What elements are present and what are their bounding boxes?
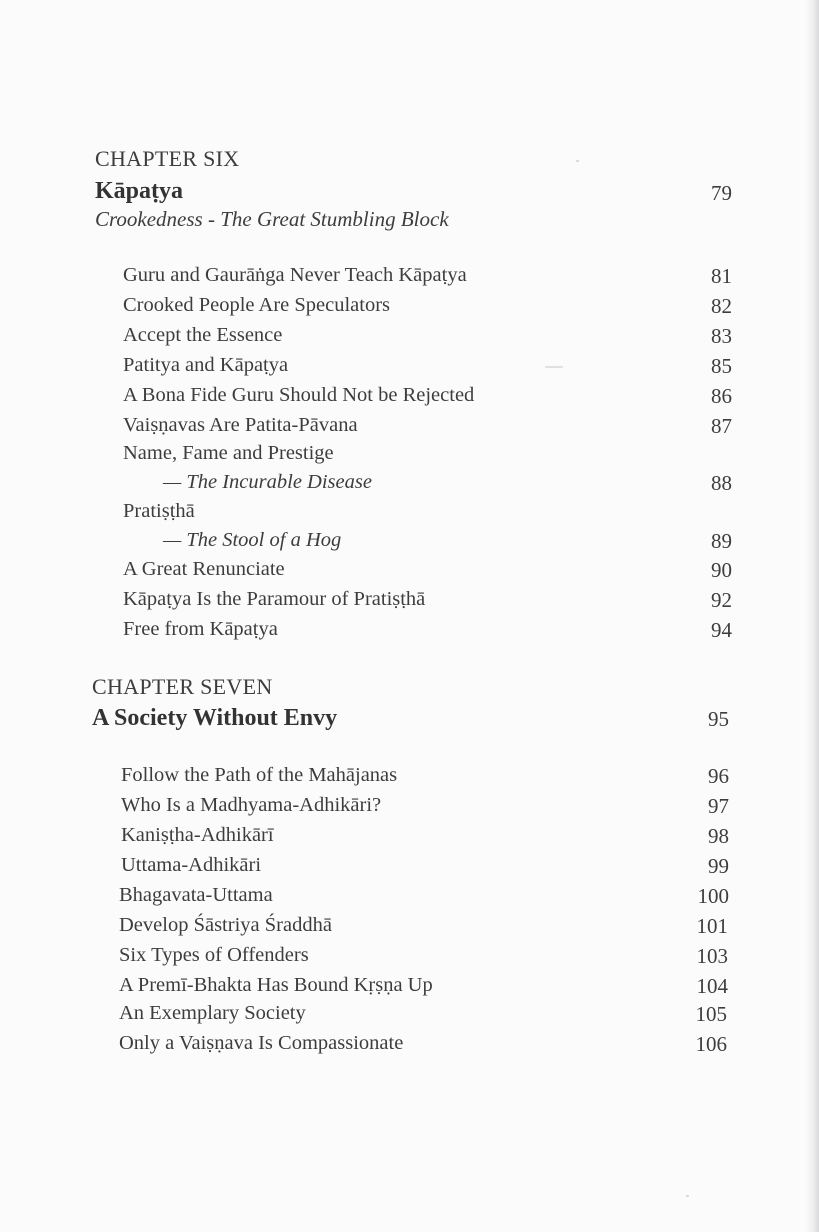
toc-entry[interactable]: A Great Renunciate bbox=[123, 558, 285, 580]
toc-entry[interactable]: Name, Fame and Prestige bbox=[123, 442, 334, 464]
toc-entry-page: 96 bbox=[708, 764, 729, 788]
toc-entry-page: 105 bbox=[695, 1002, 727, 1026]
toc-entry-page: 85 bbox=[711, 354, 732, 378]
toc-entry[interactable]: An Exemplary Society bbox=[119, 1002, 306, 1024]
toc-entry-page: 86 bbox=[711, 384, 732, 408]
chapter-seven-title[interactable]: A Society Without Envy bbox=[92, 705, 338, 731]
toc-entry-page: 100 bbox=[697, 884, 729, 908]
chapter-six-label: CHAPTER SIX bbox=[95, 146, 240, 171]
toc-entry[interactable]: A Bona Fide Guru Should Not be Rejected bbox=[123, 384, 475, 406]
paper-speck bbox=[545, 366, 563, 368]
toc-entry[interactable]: Follow the Path of the Mahājanas bbox=[121, 764, 398, 786]
toc-entry-page: 88 bbox=[711, 471, 732, 495]
toc-entry[interactable]: Crooked People Are Speculators bbox=[123, 294, 391, 316]
toc-entry-subtitle: — The Incurable Disease bbox=[163, 471, 372, 493]
toc-entry-page: 98 bbox=[708, 824, 729, 848]
chapter-seven-label: CHAPTER SEVEN bbox=[92, 674, 273, 699]
chapter-seven-page: 95 bbox=[708, 707, 729, 731]
toc-entry-page: 103 bbox=[696, 944, 728, 968]
toc-entry[interactable]: Who Is a Madhyama-Adhikāri? bbox=[121, 794, 382, 816]
toc-entry[interactable]: A Premī-Bhakta Has Bound Kṛṣṇa Up bbox=[119, 974, 433, 996]
chapter-six-subtitle: Crookedness - The Great Stumbling Block bbox=[95, 207, 449, 231]
paper-speck bbox=[686, 1195, 689, 1197]
toc-entry-page: 81 bbox=[711, 264, 732, 288]
toc-entry-page: 82 bbox=[711, 294, 732, 318]
toc-entry-page: 106 bbox=[695, 1032, 727, 1056]
chapter-six-title[interactable]: Kāpaṭya bbox=[95, 178, 184, 204]
toc-entry-page: 97 bbox=[708, 794, 729, 818]
toc-entry[interactable]: Only a Vaiṣṇava Is Compassionate bbox=[119, 1032, 404, 1054]
toc-entry-page: 104 bbox=[696, 974, 728, 998]
toc-entry[interactable]: Uttama-Adhikāri bbox=[121, 854, 262, 876]
paper-speck bbox=[576, 160, 579, 162]
toc-entry-subtitle: — The Stool of a Hog bbox=[163, 529, 342, 551]
toc-entry[interactable]: Vaiṣṇavas Are Patita-Pāvana bbox=[123, 414, 358, 436]
chapter-six-page: 79 bbox=[711, 181, 732, 205]
toc-entry[interactable]: Six Types of Offenders bbox=[119, 944, 309, 966]
toc-entry[interactable]: Pratiṣṭhā bbox=[123, 500, 195, 522]
toc-entry-page: 90 bbox=[711, 558, 732, 582]
toc-entry-page: 92 bbox=[711, 588, 732, 612]
toc-entry[interactable]: Patitya and Kāpaṭya bbox=[123, 354, 289, 376]
toc-entry-page: 83 bbox=[711, 324, 732, 348]
toc-entry-page: 101 bbox=[696, 914, 728, 938]
toc-entry[interactable]: Accept the Essence bbox=[123, 324, 283, 346]
page-edge-shadow bbox=[805, 0, 819, 1232]
toc-entry[interactable]: Guru and Gaurāṅga Never Teach Kāpaṭya bbox=[123, 264, 467, 286]
toc-entry[interactable]: Develop Śāstriya Śraddhā bbox=[119, 914, 332, 936]
toc-entry-page: 99 bbox=[708, 854, 729, 878]
toc-entry-page: 89 bbox=[711, 529, 732, 553]
toc-entry-page: 94 bbox=[711, 618, 732, 642]
toc-entry[interactable]: Bhagavata-Uttama bbox=[119, 884, 273, 906]
toc-entry[interactable]: Kāpaṭya Is the Paramour of Pratiṣṭhā bbox=[123, 588, 426, 610]
toc-entry-page: 87 bbox=[711, 414, 732, 438]
toc-entry[interactable]: Kaniṣṭha-Adhikārī bbox=[121, 824, 274, 846]
toc-entry[interactable]: Free from Kāpaṭya bbox=[123, 618, 278, 640]
